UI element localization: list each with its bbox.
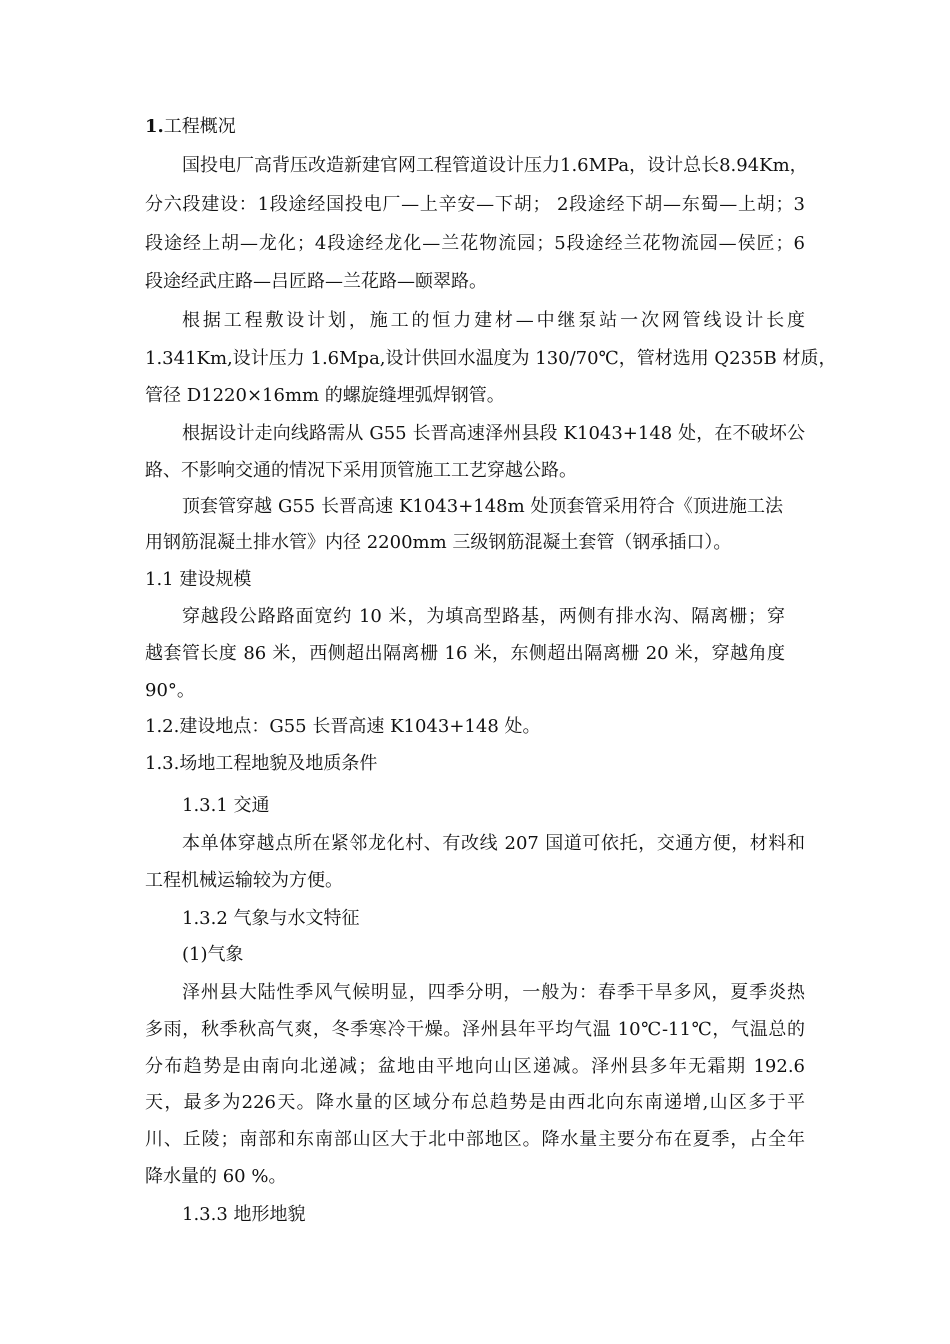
paragraph-line: 用钢筋混凝土排水管》内径 2200mm 三级钢筋混凝土套管（钢承插口）。 — [145, 532, 732, 553]
paragraph-line: 根据设计走向线路需从 G55 长晋高速泽州县段 K1043+148 处，在不破坏公 — [182, 423, 805, 444]
subsection-heading: 1.3.2 气象与水文特征 — [182, 908, 360, 929]
subsection-heading: (1)气象 — [182, 944, 244, 965]
paragraph-line: 路、不影响交通的情况下采用顶管施工工艺穿越公路。 — [145, 460, 577, 481]
paragraph-line: 多雨，秋季秋高气爽，冬季寒冷干燥。泽州县年平均气温 10℃-11℃，气温总的 — [145, 1019, 805, 1040]
paragraph-line: 段途经武庄路—吕匠路—兰花路—颐翠路。 — [145, 271, 487, 292]
paragraph-line: 工程机械运输较为方便。 — [145, 870, 343, 891]
paragraph-line: 本单体穿越点所在紧邻龙化村、有改线 207 国道可依托，交通方便，材料和 — [182, 833, 805, 854]
paragraph-line: 国投电厂高背压改造新建官网工程管道设计压力1.6MPa，设计总长8.94Km， — [182, 155, 808, 176]
paragraph-line: 泽州县大陆性季风气候明显，四季分明，一般为：春季干旱多风，夏季炎热 — [182, 982, 805, 1003]
subsection-heading: 1.3.场地工程地貌及地质条件 — [145, 753, 378, 774]
paragraph-line: 管径 D1220×16mm 的螺旋缝埋弧焊钢管。 — [145, 385, 505, 406]
paragraph-line: 降水量的 60 %。 — [145, 1166, 287, 1187]
section-title: 工程概况 — [163, 116, 236, 137]
paragraph-line: 90°。 — [145, 680, 195, 701]
paragraph-line: 穿越段公路路面宽约 10 米，为填高型路基，两侧有排水沟、隔离栅；穿 — [182, 606, 785, 627]
section-number: 1. — [145, 116, 164, 137]
paragraph-line: 根据工程敷设计划，施工的恒力建材—中继泵站一次网管线设计长度 — [182, 310, 805, 331]
subsection-heading: 1.2.建设地点：G55 长晋高速 K1043+148 处。 — [145, 716, 541, 737]
paragraph-line: 段途经上胡—龙化；4段途经龙化—兰花物流园；5段途经兰花物流园—侯匠；6 — [145, 233, 805, 254]
paragraph-line: 顶套管穿越 G55 长晋高速 K1043+148m 处顶套管采用符合《顶进施工法 — [182, 496, 783, 517]
subsection-heading: 1.1 建设规模 — [145, 569, 252, 590]
subsection-heading: 1.3.1 交通 — [182, 795, 270, 816]
paragraph-line: 川、丘陵；南部和东南部山区大于北中部地区。降水量主要分布在夏季，占全年 — [145, 1129, 805, 1150]
paragraph-line: 天，最多为226天。降水量的区域分布总趋势是由西北向东南递增,山区多于平 — [145, 1092, 805, 1113]
paragraph-line: 1.341Km,设计压力 1.6Mpa,设计供回水温度为 130/70℃，管材选用 Q235B 材质， — [145, 348, 837, 369]
paragraph-line: 分布趋势是由南向北递减；盆地由平地向山区递减。泽州县多年无霜期 192.6 — [145, 1056, 805, 1077]
paragraph-line: 分六段建设：1段途经国投电厂—上辛安—下胡； 2段途经下胡—东蜀—上胡；3 — [145, 194, 805, 215]
section-heading-1 — [145, 114, 236, 140]
paragraph-line: 越套管长度 86 米，西侧超出隔离栅 16 米，东侧超出隔离栅 20 米，穿越角度 — [145, 643, 785, 664]
subsection-heading: 1.3.3 地形地貌 — [182, 1204, 306, 1225]
